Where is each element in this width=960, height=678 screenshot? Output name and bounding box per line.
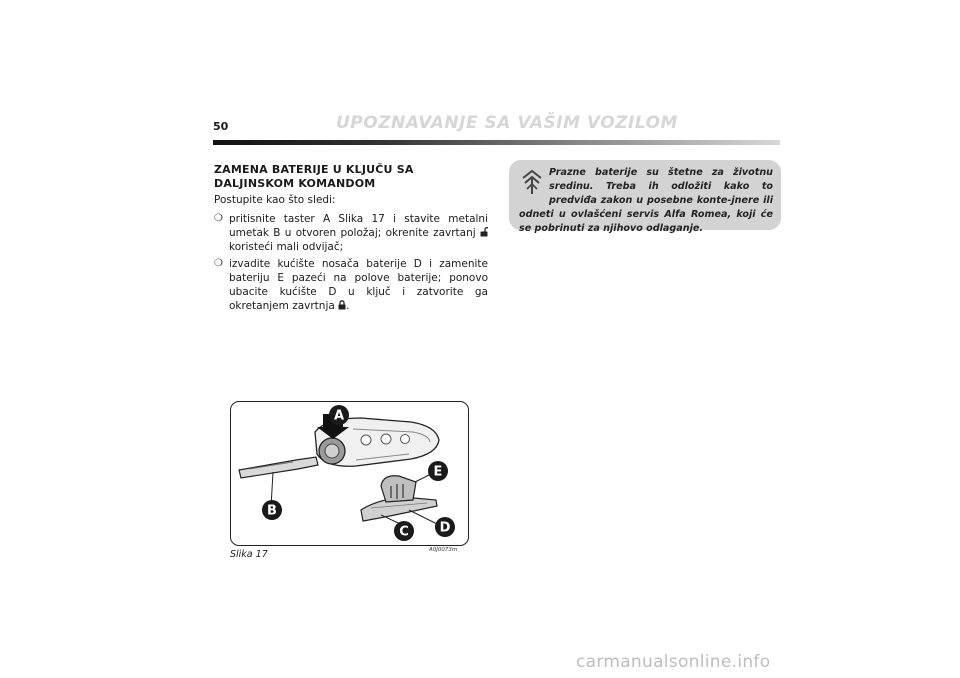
svg-text:E: E <box>433 464 443 480</box>
header-rule <box>213 140 780 145</box>
step-text-part: pritisnite taster A Slika 17 i stavite metalni umetak B u otvoren položaj; okrenite zavrtanj <box>229 213 488 239</box>
figure-label-e <box>428 461 448 481</box>
bullet-icon: ❍ <box>214 213 223 224</box>
instruction-step-1 <box>214 212 488 254</box>
svg-text:B: B <box>267 503 277 519</box>
note-text: Prazne baterije su štetne za životnu sredinu. Treba ih odložiti kako to predviđa zakon u posebne konte-jnere ili odneti u ovlašćeni servis Alfa Romea, koji će se pobrinuti za njihovo odlaganje. <box>519 167 773 234</box>
chapter-title: UPOZNAVANJE SA VAŠIM VOZILOM <box>336 113 678 133</box>
step-text-part: koristeći mali odvijač; <box>229 241 344 253</box>
figure-label-d <box>435 517 455 537</box>
key-illustration <box>231 402 468 545</box>
watermark: carmanualsonline.info <box>576 652 771 672</box>
instruction-step-2 <box>214 257 488 313</box>
svg-text:C: C <box>399 524 409 540</box>
svg-text:D: D <box>439 520 451 536</box>
intro-text: Postupite kao što sledi: <box>214 194 336 206</box>
page-number: 50 <box>213 120 229 133</box>
figure-caption: Slika 17 <box>230 549 268 560</box>
svg-text:A: A <box>333 408 345 424</box>
step-text-part: izvadite kućište nosača baterije D i zamenite bateriju E pazeći na polove baterije; ponovo ubacite kućište D u ključ i zatvorite ga okretanjem zavrtnja <box>229 258 488 312</box>
unlock-icon <box>480 227 488 237</box>
key-figure <box>230 401 469 546</box>
figure-label-a <box>329 405 349 425</box>
figure-label-c <box>394 521 414 541</box>
section-heading: ZAMENA BATERIJE U KLJUČU SA DALJINSKOM KOMANDOM <box>214 163 414 190</box>
instruction-list <box>214 212 488 316</box>
figure-label-b <box>262 500 282 520</box>
bullet-icon: ❍ <box>214 258 223 269</box>
step-text-part: . <box>346 300 350 312</box>
figure-code: A0J0073m <box>429 547 458 553</box>
lock-icon <box>338 300 346 310</box>
